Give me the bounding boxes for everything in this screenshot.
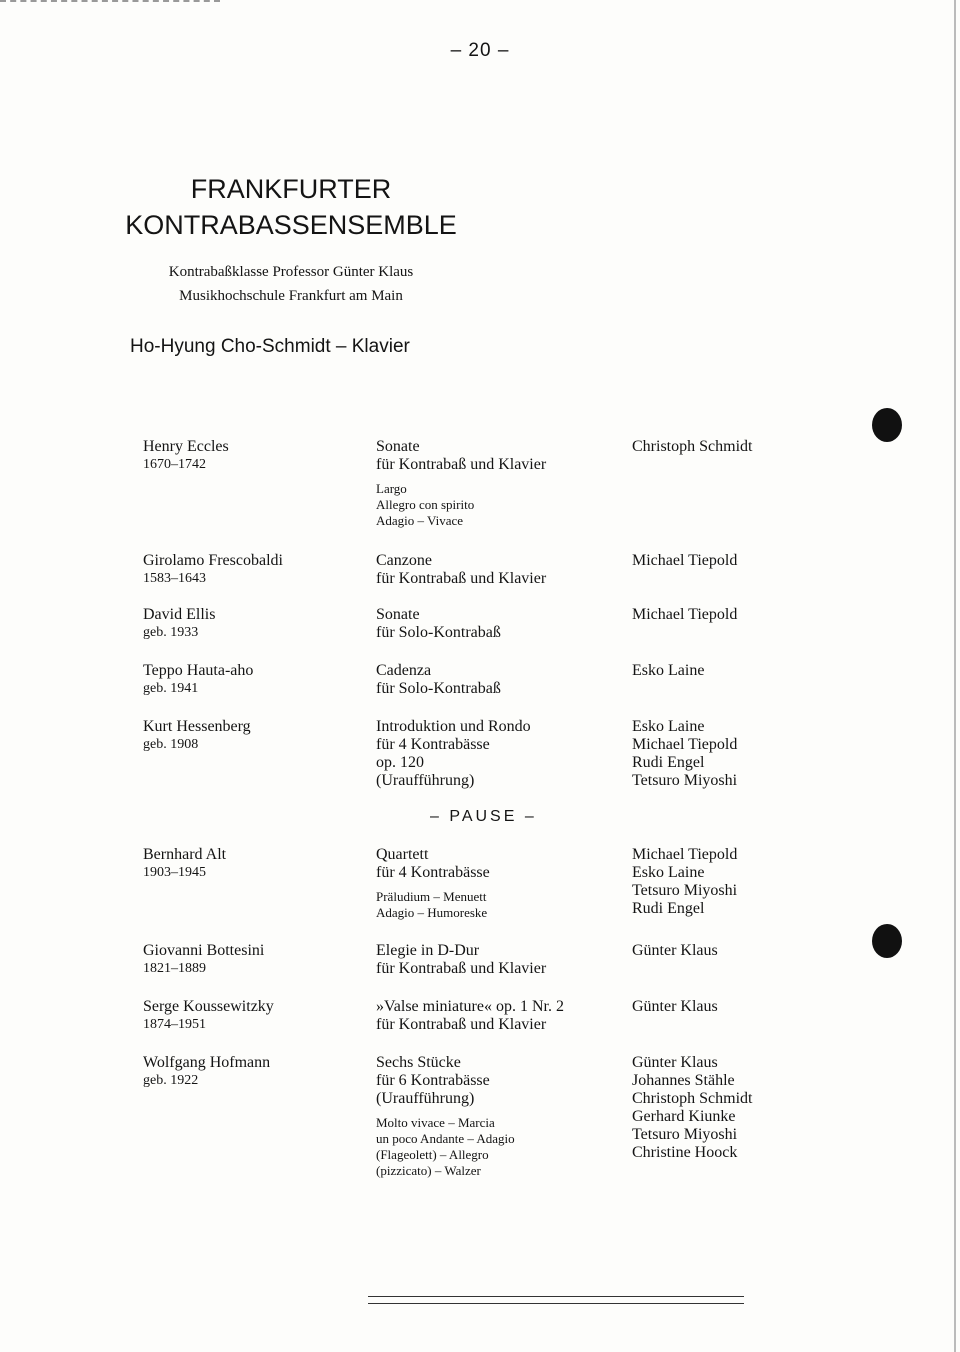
composer-block [143, 438, 229, 474]
performer-name: Günter Klaus [632, 1054, 718, 1071]
performers-block [632, 942, 718, 960]
performer-name: Esko Laine [632, 864, 705, 881]
performers-block [632, 998, 718, 1016]
composer-dates: geb. 1941 [143, 681, 199, 696]
work-block [376, 552, 546, 588]
pause-marker: – PAUSE – [430, 808, 537, 825]
performer-name: Rudi Engel [632, 900, 705, 917]
ensemble-title-line2: KONTRABASSENSEMBLE [125, 210, 457, 240]
work-block [376, 942, 546, 978]
composer-name: David Ellis [143, 606, 216, 623]
composer-name: Teppo Hauta-aho [143, 662, 254, 679]
work-title-line: Elegie in D-Dur [376, 942, 480, 959]
performers-block [632, 718, 737, 790]
performer-name: Esko Laine [632, 718, 705, 735]
performer-name: Michael Tiepold [632, 846, 738, 863]
composer-name: Wolfgang Hofmann [143, 1054, 271, 1071]
work-title-line: für Solo-Kontrabaß [376, 624, 501, 641]
subtitle-line1: Kontrabaßklasse Professor Günter Klaus [168, 264, 414, 280]
composer-name: Kurt Hessenberg [143, 718, 251, 735]
movement-line: Allegro con spirito [376, 497, 475, 512]
performer-name: Tetsuro Miyoshi [632, 882, 738, 899]
work-title-line: für Kontrabaß und Klavier [376, 1016, 547, 1033]
performer-name: Christoph Schmidt [632, 438, 753, 455]
work-title-line: Sonate [376, 606, 420, 623]
work-block [376, 662, 501, 698]
performers-block [632, 662, 704, 680]
work-block [376, 846, 490, 921]
performer-name: Tetsuro Miyoshi [632, 772, 738, 789]
work-title-line: für Kontrabaß und Klavier [376, 456, 547, 473]
composer-block [143, 552, 283, 588]
composer-block [143, 942, 264, 978]
work-title-line: Quartett [376, 846, 429, 863]
work-title-line: (Uraufführung) [376, 1090, 475, 1107]
movements-list [376, 889, 490, 921]
work-title-line: für Solo-Kontrabaß [376, 680, 501, 697]
performer-name: Michael Tiepold [632, 736, 738, 753]
performers-block [632, 846, 737, 918]
performer-name: Michael Tiepold [632, 552, 738, 569]
scan-noise [0, 0, 220, 5]
work-title-line: für Kontrabaß und Klavier [376, 960, 547, 977]
work-block [376, 606, 501, 642]
work-title-line: für 4 Kontrabässe [376, 736, 490, 753]
composer-block [143, 846, 226, 882]
movements-list [376, 1115, 515, 1179]
work-title-line: (Uraufführung) [376, 772, 475, 789]
performer-name: Günter Klaus [632, 942, 718, 959]
ensemble-title-line1: FRANKFURTER [190, 174, 392, 204]
performers-block [632, 438, 752, 456]
performer-name: Christoph Schmidt [632, 1090, 753, 1107]
work-block [376, 998, 564, 1034]
composer-block [143, 662, 253, 698]
performers-block [632, 552, 737, 570]
work-title-line: für 4 Kontrabässe [376, 864, 490, 881]
composer-dates: geb. 1908 [143, 737, 199, 752]
composer-name: Girolamo Frescobaldi [143, 552, 283, 569]
performers-block [632, 606, 737, 624]
work-title-line: Sonate [376, 438, 420, 455]
work-title-line: op. 120 [376, 754, 424, 771]
movement-line: un poco Andante – Adagio [376, 1131, 515, 1146]
performer-name: Günter Klaus [632, 998, 718, 1015]
movement-line: Adagio – Vivace [376, 513, 464, 528]
performer-name: Christine Hoock [632, 1144, 738, 1161]
movement-line: Präludium – Menuett [376, 889, 487, 904]
composer-name: Henry Eccles [143, 438, 229, 455]
composer-block [143, 718, 251, 754]
pianist-credit: Ho-Hyung Cho-Schmidt – Klavier [130, 336, 410, 357]
composer-dates: 1903–1945 [143, 865, 206, 880]
subtitle-line2: Musikhochschule Frankfurt am Main [179, 288, 403, 304]
work-block [376, 1054, 515, 1179]
performer-name: Rudi Engel [632, 754, 705, 771]
performer-name: Tetsuro Miyoshi [632, 1126, 738, 1143]
page-number: – 20 – [450, 40, 510, 61]
movement-line: (Flageolett) – Allegro [376, 1147, 489, 1162]
composer-dates: 1583–1643 [143, 571, 206, 586]
composer-dates: geb. 1933 [143, 625, 199, 640]
composer-dates: 1670–1742 [143, 457, 206, 472]
divider-rule [368, 1303, 744, 1304]
work-title-line: für Kontrabaß und Klavier [376, 570, 547, 587]
movement-line: Adagio – Humoreske [376, 905, 488, 920]
performer-name: Johannes Stähle [632, 1072, 735, 1089]
work-title-line: Cadenza [376, 662, 432, 679]
composer-dates: 1874–1951 [143, 1017, 206, 1032]
performer-name: Gerhard Kiunke [632, 1108, 736, 1125]
composer-block [143, 1054, 270, 1090]
performer-name: Michael Tiepold [632, 606, 738, 623]
movement-line: Largo [376, 481, 407, 496]
work-title-line: »Valse miniature« op. 1 Nr. 2 [376, 998, 564, 1015]
work-title-line: Canzone [376, 552, 432, 569]
work-title-line: für 6 Kontrabässe [376, 1072, 490, 1089]
composer-name: Giovanni Bottesini [143, 942, 265, 959]
work-block [376, 718, 531, 790]
composer-dates: 1821–1889 [143, 961, 206, 976]
page-edge [954, 0, 956, 1352]
punch-hole [872, 924, 902, 958]
performer-name: Esko Laine [632, 662, 705, 679]
composer-block [143, 606, 215, 642]
performers-block [632, 1054, 752, 1162]
work-block [376, 438, 546, 529]
work-title-line: Introduktion und Rondo [376, 718, 531, 735]
movement-line: Molto vivace – Marcia [376, 1115, 495, 1130]
composer-dates: geb. 1922 [143, 1073, 199, 1088]
work-title-line: Sechs Stücke [376, 1054, 461, 1071]
movements-list [376, 481, 546, 529]
movement-line: (pizzicato) – Walzer [376, 1163, 481, 1178]
punch-hole [872, 408, 902, 442]
divider-rule [368, 1296, 744, 1297]
composer-name: Serge Koussewitzky [143, 998, 274, 1015]
composer-block [143, 998, 274, 1034]
composer-name: Bernhard Alt [143, 846, 227, 863]
